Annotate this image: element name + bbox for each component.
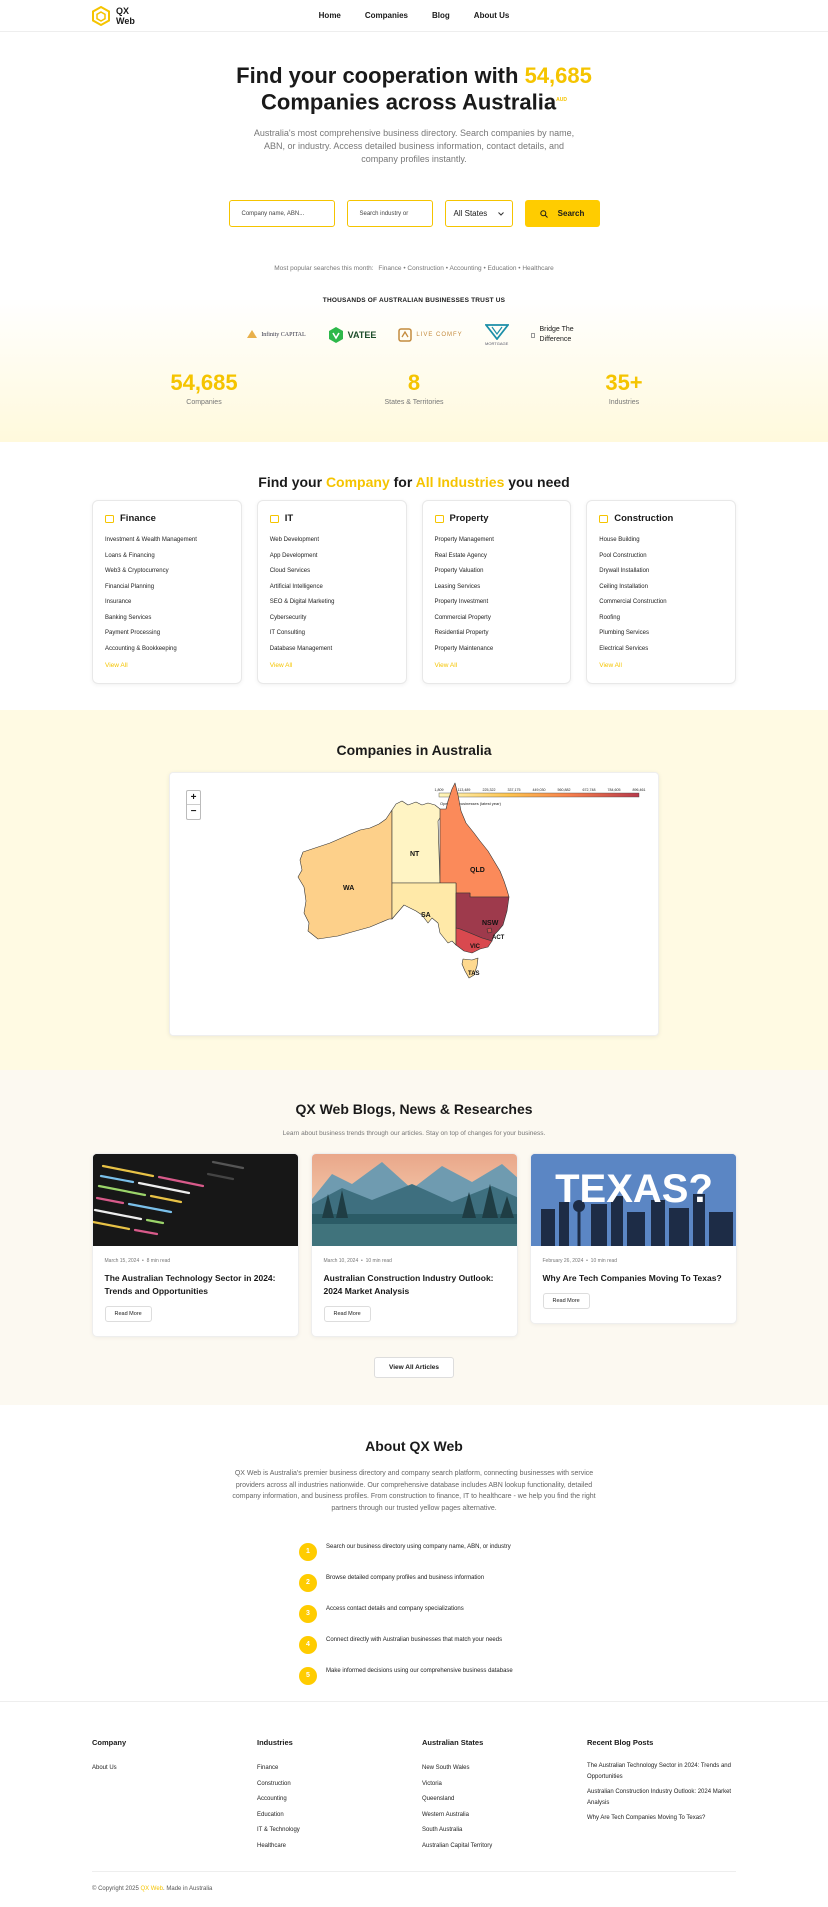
blog-section (0, 1070, 828, 1405)
map-legend (435, 788, 646, 806)
industry-link[interactable]: Investment & Wealth Management (105, 537, 197, 543)
step-number: 4 (299, 1636, 317, 1654)
industry-link[interactable]: Database Management (269, 645, 333, 652)
partner-logo-bridge: Bridge The Difference (531, 325, 581, 345)
industry-card-header: IT (270, 513, 394, 524)
about-step (299, 1660, 529, 1691)
footer-col-company (92, 1738, 257, 1854)
mortgage-logo-icon (485, 324, 509, 340)
footer-link[interactable]: Australian Construction Industry Outlook: 2024 Market Analysis (587, 1789, 732, 1806)
footer-col-blog (587, 1738, 736, 1854)
industry-link[interactable]: Electrical Services (599, 645, 649, 652)
footer-link[interactable]: Education (257, 1811, 284, 1818)
industry-link[interactable]: Loans & Financing (105, 552, 155, 559)
industry-link[interactable]: Ceiling Installation (599, 583, 648, 590)
popular-tag[interactable]: Construction (407, 265, 444, 273)
hero-section (0, 32, 828, 442)
stats-row (124, 370, 704, 406)
industry-link[interactable]: Commercial Construction (599, 599, 667, 605)
stat-states: 8 States & Territories (384, 370, 444, 407)
popular-tag[interactable]: Education (487, 265, 517, 273)
popular-tag[interactable]: Accounting (449, 265, 482, 273)
label-vic: VIC (470, 944, 481, 950)
australia-choropleth-map (170, 773, 660, 1037)
view-all-link[interactable]: View All (105, 662, 128, 669)
hero-title: Find your cooperation with 54,685 Companies across Australia$^{AUD}$ (236, 63, 592, 115)
label-wa: WA (343, 885, 355, 892)
legend-tick-label: 113,489 (457, 788, 471, 792)
hero-description: Australia's most comprehensive business directory. Search companies by name, ABN, or industry. Access detailed business information, contact details, and company profiles instantly. (253, 128, 575, 165)
site-logo[interactable] (92, 6, 135, 26)
footer-link[interactable]: Victoria (422, 1780, 442, 1787)
legend-tick-label: 672,748 (582, 788, 596, 792)
blog-title: QX Web Blogs, News & Researches (295, 1101, 533, 1117)
legend-tick-label: 337,175 (507, 788, 521, 792)
industry-link[interactable]: Property Valuation (434, 568, 484, 574)
livecomfy-logo-icon (398, 328, 412, 342)
footer-link[interactable]: IT & Technology (257, 1827, 300, 1833)
partner-logos (0, 322, 828, 348)
footer-heading: Industries (257, 1738, 293, 1747)
read-more-button[interactable]: Read More (105, 1306, 152, 1322)
industry-link[interactable]: Accounting & Bookkeeping (105, 645, 177, 652)
legend-tick-label: 225,322 (482, 788, 496, 792)
blog-subtitle: Learn about business trends through our articles. Stay on top of changes for your business. (282, 1130, 546, 1137)
industry-link[interactable]: House Building (599, 537, 640, 543)
label-qld: QLD (470, 867, 485, 874)
logo-text: QX Web (116, 5, 135, 26)
footer-heading: Australian States (422, 1738, 484, 1747)
about-step (299, 1567, 529, 1598)
industry-card-finance (92, 500, 242, 684)
partner-logo-vatee: VATEE (328, 326, 377, 344)
partner-logo-mortgage: MORTGAGE (485, 324, 509, 346)
industry-link[interactable]: Pool Construction (599, 552, 647, 559)
footer-col-states (422, 1738, 587, 1854)
blog-image-texas (531, 1154, 736, 1246)
footer-link[interactable]: Australian Capital Territory (422, 1842, 493, 1849)
read-more-button[interactable]: Read More (543, 1293, 590, 1309)
view-all-link[interactable]: View All (269, 662, 293, 669)
footer-link[interactable]: Queensland (422, 1796, 455, 1802)
popular-tag[interactable]: Healthcare (522, 265, 554, 273)
industry-link[interactable]: Cybersecurity (269, 614, 307, 621)
zoom-out-button[interactable]: − (190, 806, 197, 817)
legend-tick-label: 896,461 (632, 788, 646, 792)
view-all-link[interactable]: View All (599, 662, 622, 669)
step-text: Make informed decisions using our comprehensive business database (326, 1667, 513, 1674)
partner-logo-infinity: Infinity CAPITAL (247, 330, 305, 340)
footer-link[interactable]: About Us (92, 1765, 117, 1771)
blog-card[interactable] (92, 1153, 299, 1337)
industry-link[interactable]: IT Consulting (269, 630, 305, 636)
about-step (299, 1598, 529, 1629)
step-number: 5 (299, 1667, 317, 1685)
footer-heading: Recent Blog Posts (587, 1738, 654, 1747)
industry-link[interactable]: Residential Property (434, 630, 489, 636)
legend-gradient-bar (439, 793, 639, 797)
blog-card[interactable] (311, 1153, 518, 1337)
blog-card[interactable] (530, 1153, 737, 1324)
label-nsw: NSW (482, 920, 499, 927)
step-number: 1 (299, 1543, 317, 1561)
vatee-logo-icon (328, 326, 344, 344)
footer-link[interactable]: Construction (257, 1780, 291, 1787)
footer (0, 1702, 828, 1904)
about-section (0, 1405, 828, 1702)
post-meta: March 15, 2024 • 8 min read (104, 1258, 171, 1264)
footer-col-industries (257, 1738, 422, 1854)
industry-link[interactable]: Property Maintenance (434, 645, 494, 652)
industry-link[interactable]: Web Development (269, 537, 319, 543)
industry-link[interactable]: App Development (269, 552, 318, 559)
footer-link[interactable]: Western Australia (422, 1811, 469, 1818)
mountain-lake-image (312, 1154, 517, 1246)
code-icon (270, 515, 279, 523)
footer-link[interactable]: The Australian Technology Sector in 2024: Trends and Opportunities (587, 1763, 731, 1780)
footer-link[interactable]: South Australia (422, 1827, 463, 1833)
label-act: ACT (492, 935, 505, 941)
state-wa[interactable] (298, 810, 392, 939)
company-search-input[interactable]: Company name, ABN... (229, 200, 335, 227)
about-step (299, 1629, 529, 1660)
footer-link[interactable]: Healthcare (257, 1842, 287, 1849)
footer-link[interactable]: Why Are Tech Companies Moving To Texas? (587, 1815, 706, 1821)
texas-image-text: TEXAS? (554, 1167, 713, 1211)
footer-heading: Company (92, 1738, 127, 1747)
map-title: Companies in Australia (336, 742, 492, 758)
building-icon (435, 515, 444, 523)
industry-link[interactable]: Plumbing Services (599, 630, 649, 636)
footer-link[interactable]: New South Wales (422, 1765, 470, 1771)
step-text: Connect directly with Australian businesses that match your needs (326, 1636, 503, 1643)
post-meta: March 10, 2024 • 10 min read (323, 1258, 392, 1264)
search-bar (0, 200, 828, 227)
nav-companies[interactable]: Companies (364, 11, 409, 20)
step-text: Access contact details and company specializations (326, 1605, 464, 1612)
industry-search-input[interactable]: Search industry or (347, 200, 433, 227)
industry-link[interactable]: Real Estate Agency (434, 552, 487, 559)
about-title: About QX Web (365, 1438, 463, 1454)
post-title[interactable]: Why Are Tech Companies Moving To Texas? (542, 1273, 722, 1283)
industry-link[interactable]: Artificial Intelligence (269, 583, 323, 590)
trust-title: THOUSANDS OF AUSTRALIAN BUSINESSES TRUST US (322, 297, 506, 305)
search-icon (540, 210, 548, 218)
nav-links (319, 11, 510, 20)
state-act[interactable] (487, 928, 492, 933)
step-text: Search our business directory using company name, ABN, or industry (326, 1543, 511, 1550)
copyright-brand-link[interactable]: QX Web (140, 1886, 164, 1892)
post-meta: February 26, 2024 • 10 min read (542, 1258, 618, 1264)
industry-link[interactable]: Property Management (434, 537, 494, 543)
stat-companies: 54,685 Companies (170, 370, 238, 407)
infinity-logo-icon (247, 330, 257, 340)
label-sa: SA (421, 912, 431, 919)
blog-image-landscape (312, 1154, 517, 1246)
industry-link[interactable]: Web3 & Cryptocurrency (105, 568, 169, 574)
industry-card-it (257, 500, 407, 684)
label-nt: NT (410, 851, 420, 858)
about-step (299, 1536, 529, 1567)
industry-link[interactable]: Roofing (599, 614, 620, 621)
footer-link[interactable]: Accounting (257, 1796, 287, 1802)
about-steps (299, 1536, 529, 1691)
industry-card-header: Construction (599, 513, 723, 524)
wallet-icon (105, 515, 114, 523)
about-text: QX Web is Australia's premier business directory and company search platform, connecting businesses with service providers across all industries nationwide. Our comprehensive database includes ABN lookup functionality, detailed company information, and business profiles. From construction to finance, IT to healthcare - we help you find the right partners through our trusted yellow pages alternative. (232, 1470, 596, 1512)
legend-ticks (435, 788, 646, 792)
step-number: 3 (299, 1605, 317, 1623)
broken-image-icon (531, 333, 535, 338)
industry-card-header: Finance (105, 513, 229, 524)
industry-link[interactable]: Leasing Services (434, 583, 481, 590)
popular-tag[interactable]: Finance (378, 265, 402, 273)
industry-card-construction (586, 500, 736, 684)
crane-icon (599, 515, 608, 523)
chevron-down-icon (498, 212, 504, 216)
texas-skyline-image (531, 1154, 736, 1246)
step-number: 2 (299, 1574, 317, 1592)
code-screen-image (93, 1154, 298, 1246)
nav-about[interactable]: About Us (473, 11, 510, 20)
industry-link[interactable]: Banking Services (105, 614, 152, 621)
label-tas: TAS (468, 971, 480, 977)
zoom-in-button[interactable]: + (187, 791, 200, 805)
industry-link[interactable]: Insurance (105, 599, 132, 605)
map-section (0, 710, 828, 1070)
hexagon-logo-icon (92, 6, 110, 26)
industry-link[interactable]: Financial Planning (105, 583, 155, 590)
search-button[interactable]: Search (525, 200, 600, 227)
view-all-link[interactable]: View All (434, 662, 458, 669)
map-card[interactable] (169, 772, 659, 1036)
post-title[interactable]: The Australian Technology Sector in 2024: Trends and Opportunities (104, 1273, 276, 1296)
view-all-articles-button[interactable]: View All Articles (374, 1357, 454, 1378)
popular-searches: Most popular searches this month: Finance • Construction • Accounting • Education • Healthcare (274, 265, 554, 273)
footer-link[interactable]: Finance (257, 1765, 279, 1771)
legend-caption: Operating businesses (latest year) (440, 801, 501, 806)
industries-title: Find your Company for All Industries you need (258, 474, 570, 490)
legend-tick-label: 449,030 (532, 788, 546, 792)
legend-tick-label: 560,882 (557, 788, 571, 792)
industry-link[interactable]: Payment Processing (105, 630, 161, 636)
state-nt[interactable] (392, 801, 442, 883)
industry-card-property (422, 500, 572, 684)
post-title[interactable]: Australian Construction Industry Outlook: 2024 Market Analysis (323, 1273, 494, 1296)
step-text: Browse detailed company profiles and business information (326, 1574, 485, 1581)
partner-logo-livecomfy: LIVE COMFY (398, 328, 462, 342)
industries-section (0, 442, 828, 710)
nav-home[interactable]: Home (318, 11, 341, 20)
nav-blog[interactable]: Blog (432, 11, 450, 20)
blog-posts (0, 1153, 828, 1337)
industry-link[interactable]: Commercial Property (434, 614, 491, 621)
legend-tick-label: 1,809 (434, 788, 444, 792)
top-nav (0, 0, 828, 32)
industry-link[interactable]: Drywall Installation (599, 568, 650, 574)
copyright: © Copyright 2025 QX Web. Made in Australia (92, 1871, 736, 1892)
industry-link[interactable]: Cloud Services (269, 568, 311, 574)
industry-link[interactable]: Property Investment (434, 599, 489, 605)
read-more-button[interactable]: Read More (324, 1306, 371, 1322)
industry-card-header: Property (435, 513, 559, 524)
zoom-controls (186, 790, 201, 820)
legend-tick-label: 784,605 (607, 788, 621, 792)
stat-industries: 35+ Industries (605, 370, 643, 407)
blog-image-code (93, 1154, 298, 1246)
industry-cards (92, 500, 736, 684)
state-select[interactable]: All States (445, 200, 513, 227)
industry-link[interactable]: SEO & Digital Marketing (269, 599, 335, 605)
